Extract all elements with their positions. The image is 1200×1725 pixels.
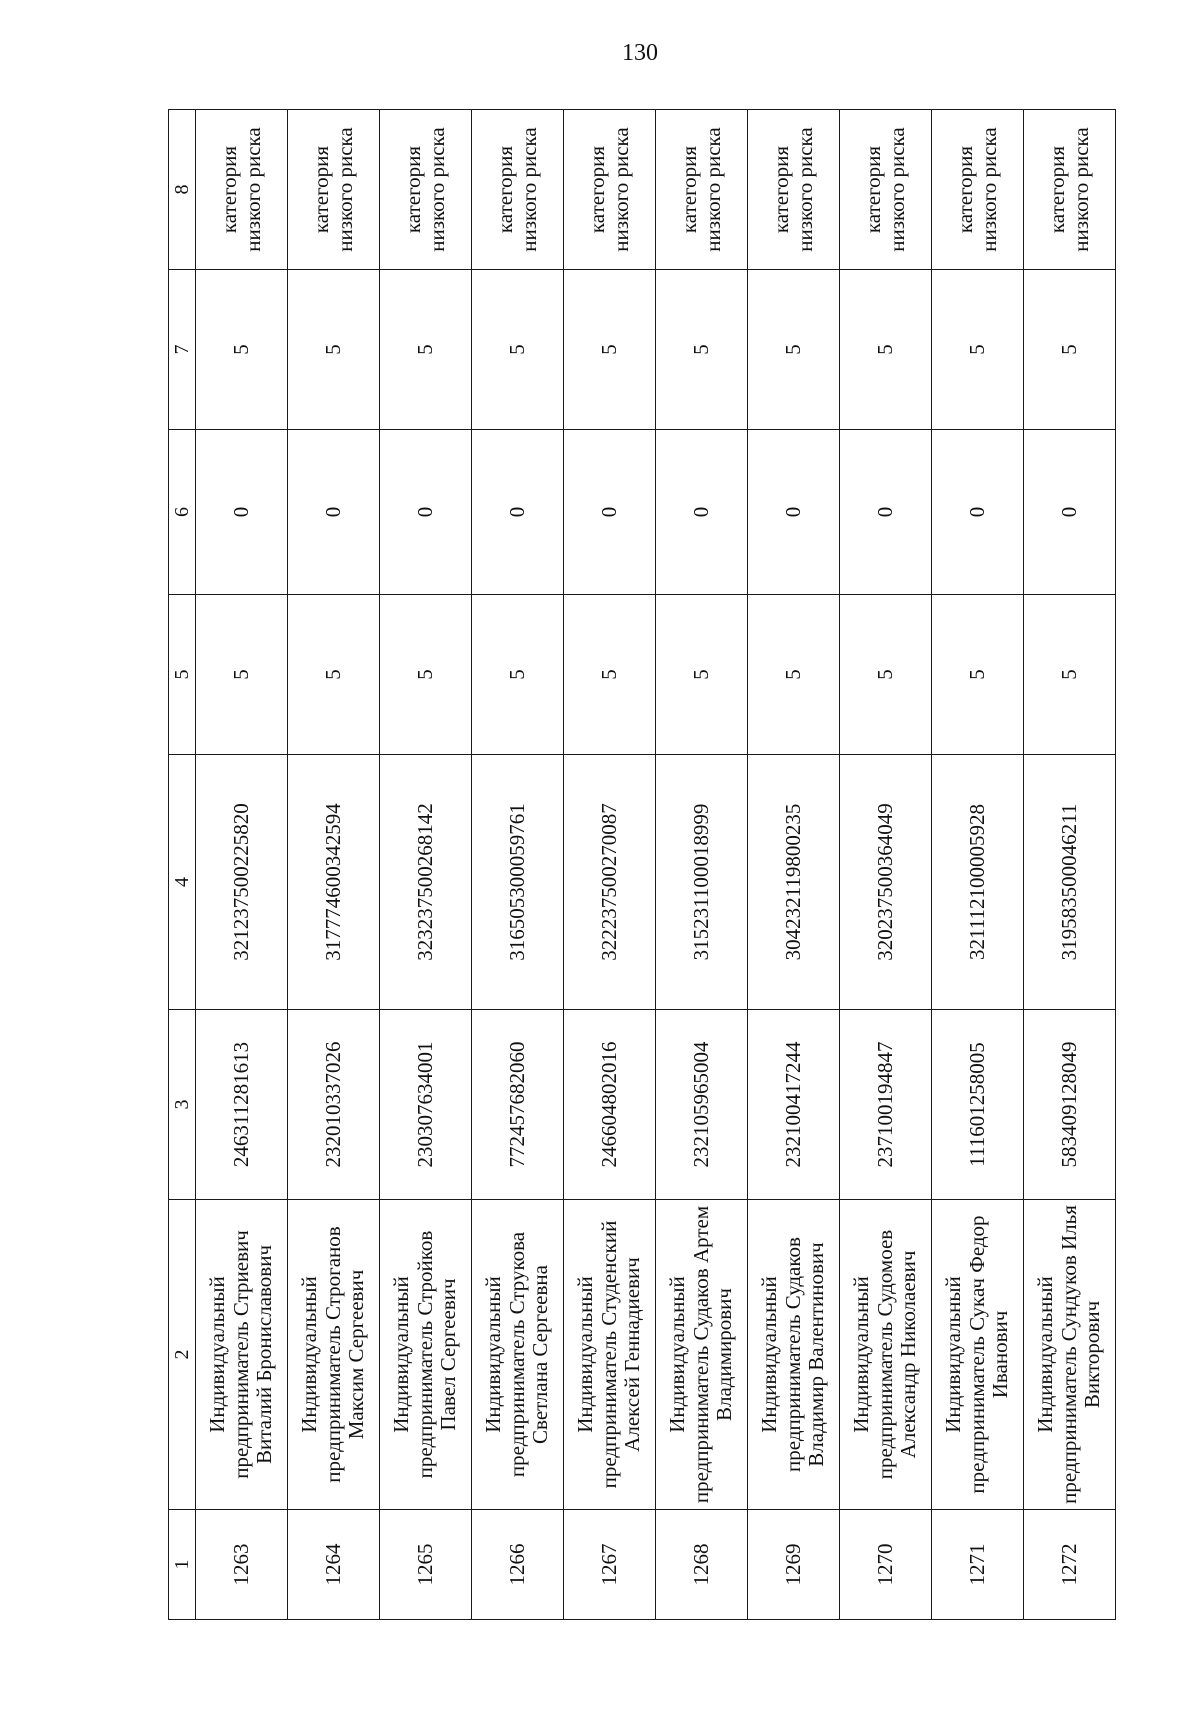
column-header: 8 [169, 110, 196, 270]
entrepreneur-name: Индивидуальный предприниматель Судомоев Александр Николаевич [840, 1200, 932, 1510]
ogrn-cell: 321112100005928 [932, 755, 1024, 1010]
inn-cell: 232100417244 [748, 1010, 840, 1200]
column-5-cell: 5 [380, 595, 472, 755]
inn-cell: 230307634001 [380, 1010, 472, 1200]
registry-table [168, 109, 1116, 1620]
column-header: 3 [169, 1010, 196, 1200]
table-row [380, 110, 472, 1620]
column-6-cell: 0 [288, 430, 380, 595]
column-header: 4 [169, 755, 196, 1010]
entrepreneur-name: Индивидуальный предприниматель Стриевич Виталий Брониславович [196, 1200, 288, 1510]
column-header: 2 [169, 1200, 196, 1510]
ogrn-cell: 315231100018999 [656, 755, 748, 1010]
column-5-cell: 5 [196, 595, 288, 755]
entrepreneur-name: Индивидуальный предприниматель Сукач Федор Иванович [932, 1200, 1024, 1510]
risk-category-cell: категория низкого риска [1024, 110, 1116, 270]
inn-cell: 232010337026 [288, 1010, 380, 1200]
entrepreneur-name: Индивидуальный предприниматель Струкова Светлана Сергеевна [472, 1200, 564, 1510]
column-7-cell: 5 [656, 270, 748, 430]
risk-category-cell: категория низкого риска [564, 110, 656, 270]
row-number: 1271 [932, 1510, 1024, 1620]
column-7-cell: 5 [380, 270, 472, 430]
row-number: 1267 [564, 1510, 656, 1620]
column-5-cell: 5 [932, 595, 1024, 755]
rotated-table-container [168, 110, 1114, 1620]
column-6-cell: 0 [932, 430, 1024, 595]
column-6-cell: 0 [656, 430, 748, 595]
column-5-cell: 5 [1024, 595, 1116, 755]
table-row [472, 110, 564, 1620]
entrepreneur-name: Индивидуальный предприниматель Строганов Максим Сергеевич [288, 1200, 380, 1510]
column-5-cell: 5 [564, 595, 656, 755]
column-5-cell: 5 [748, 595, 840, 755]
column-5-cell: 5 [472, 595, 564, 755]
column-7-cell: 5 [1024, 270, 1116, 430]
risk-category-cell: категория низкого риска [380, 110, 472, 270]
column-6-cell: 0 [380, 430, 472, 595]
column-6-cell: 0 [472, 430, 564, 595]
column-5-cell: 5 [288, 595, 380, 755]
entrepreneur-name: Индивидуальный предприниматель Судаков Артем Владимирович [656, 1200, 748, 1510]
inn-cell: 232105965004 [656, 1010, 748, 1200]
column-header: 1 [169, 1510, 196, 1620]
ogrn-cell: 320237500364049 [840, 755, 932, 1010]
table-row [656, 110, 748, 1620]
row-number: 1266 [472, 1510, 564, 1620]
column-7-cell: 5 [748, 270, 840, 430]
ogrn-cell: 319583500046211 [1024, 755, 1116, 1010]
row-number: 1272 [1024, 1510, 1116, 1620]
column-5-cell: 5 [656, 595, 748, 755]
risk-category-cell: категория низкого риска [748, 110, 840, 270]
entrepreneur-name: Индивидуальный предприниматель Судаков Владимир Валентинович [748, 1200, 840, 1510]
table-row [564, 110, 656, 1620]
table-row [288, 110, 380, 1620]
column-header: 5 [169, 595, 196, 755]
risk-category-cell: категория низкого риска [656, 110, 748, 270]
inn-cell: 246604802016 [564, 1010, 656, 1200]
column-6-cell: 0 [1024, 430, 1116, 595]
entrepreneur-name: Индивидуальный предприниматель Студенский Алексей Геннадиевич [564, 1200, 656, 1510]
column-5-cell: 5 [840, 595, 932, 755]
column-7-cell: 5 [932, 270, 1024, 430]
row-number: 1269 [748, 1510, 840, 1620]
table-row [748, 110, 840, 1620]
table-row [932, 110, 1024, 1620]
row-number: 1268 [656, 1510, 748, 1620]
inn-cell: 237100194847 [840, 1010, 932, 1200]
column-header: 7 [169, 270, 196, 430]
risk-category-cell: категория низкого риска [840, 110, 932, 270]
column-7-cell: 5 [196, 270, 288, 430]
column-7-cell: 5 [472, 270, 564, 430]
column-6-cell: 0 [564, 430, 656, 595]
inn-cell: 246311281613 [196, 1010, 288, 1200]
ogrn-cell: 317774600342594 [288, 755, 380, 1010]
risk-category-cell: категория низкого риска [196, 110, 288, 270]
row-number: 1270 [840, 1510, 932, 1620]
ogrn-cell: 316505300059761 [472, 755, 564, 1010]
table-row [840, 110, 932, 1620]
inn-cell: 583409128049 [1024, 1010, 1116, 1200]
column-6-cell: 0 [196, 430, 288, 595]
risk-category-cell: категория низкого риска [932, 110, 1024, 270]
entrepreneur-name: Индивидуальный предприниматель Сундуков Илья Викторович [1024, 1200, 1116, 1510]
column-6-cell: 0 [840, 430, 932, 595]
row-number: 1263 [196, 1510, 288, 1620]
ogrn-cell: 321237500225820 [196, 755, 288, 1010]
column-7-cell: 5 [840, 270, 932, 430]
table-header-row [169, 110, 196, 1620]
inn-cell: 772457682060 [472, 1010, 564, 1200]
column-7-cell: 5 [288, 270, 380, 430]
column-header: 6 [169, 430, 196, 595]
column-7-cell: 5 [564, 270, 656, 430]
risk-category-cell: категория низкого риска [288, 110, 380, 270]
entrepreneur-name: Индивидуальный предприниматель Стройков Павел Сергеевич [380, 1200, 472, 1510]
table-row [196, 110, 288, 1620]
column-6-cell: 0 [748, 430, 840, 595]
page-number: 130 [622, 40, 658, 66]
ogrn-cell: 322237500270087 [564, 755, 656, 1010]
risk-category-cell: категория низкого риска [472, 110, 564, 270]
inn-cell: 111601258005 [932, 1010, 1024, 1200]
ogrn-cell: 304232119800235 [748, 755, 840, 1010]
row-number: 1265 [380, 1510, 472, 1620]
ogrn-cell: 323237500268142 [380, 755, 472, 1010]
table-row [1024, 110, 1116, 1620]
row-number: 1264 [288, 1510, 380, 1620]
